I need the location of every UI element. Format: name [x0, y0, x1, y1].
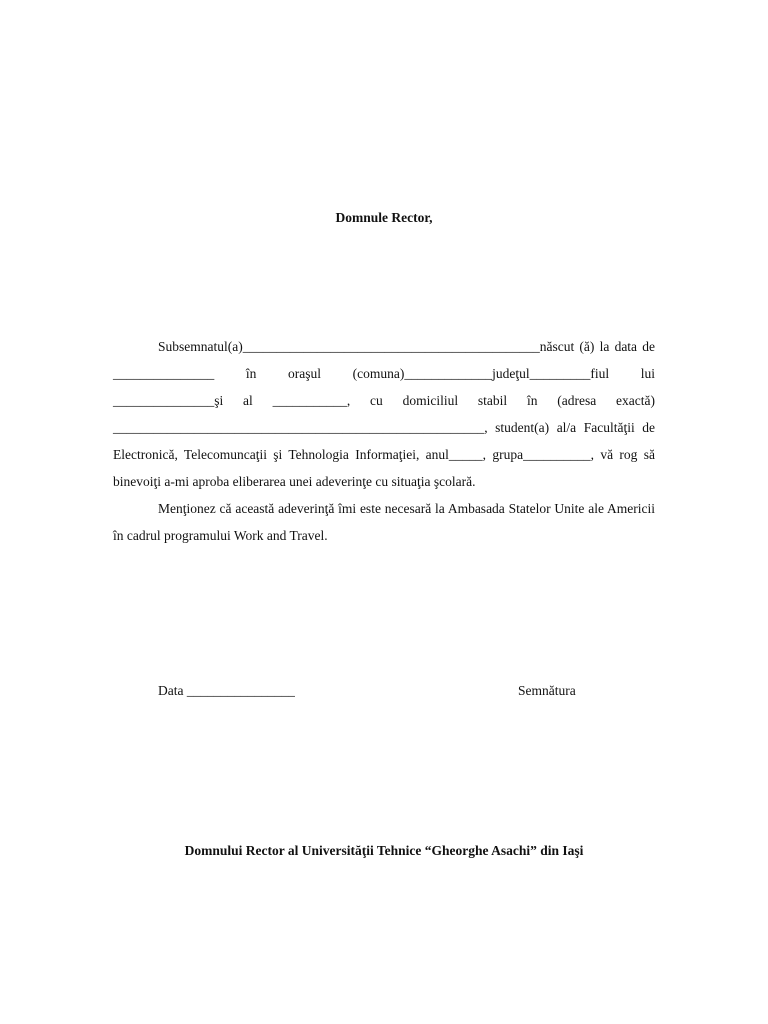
request-body: [113, 333, 655, 549]
request-paragraph: Subsemnatul(a)____________________________________________născut (ă) la data de _______________ în oraşul (comuna)_____________judeţul_________fiul lui _______________şi al ___________, cu domiciliul stabil în (adresa exactă) _______________________________________________________, student(a) al/a Facultăţii de Electronică, Telecomuncaţii şi Tehnologia Informaţiei, anul_____, grupa__________, vă rog să binevoiţi a-mi aproba eliberarea unei adeverinţe cu situaţia şcolară.: [113, 339, 655, 489]
purpose-paragraph: Menţionez că această adeverinţă îmi este necesară la Ambasada Statelor Unite ale Americii în cadrul programului Work and Travel.: [113, 501, 655, 543]
salutation: Domnule Rector,: [335, 210, 433, 225]
signature-row: [158, 683, 598, 703]
date-field: Data ________________: [158, 683, 295, 698]
addressee: Domnului Rector al Universităţii Tehnice “Gheorghe Asachi” din Iaşi: [184, 843, 584, 858]
signature-label: Semnătura: [518, 683, 576, 698]
